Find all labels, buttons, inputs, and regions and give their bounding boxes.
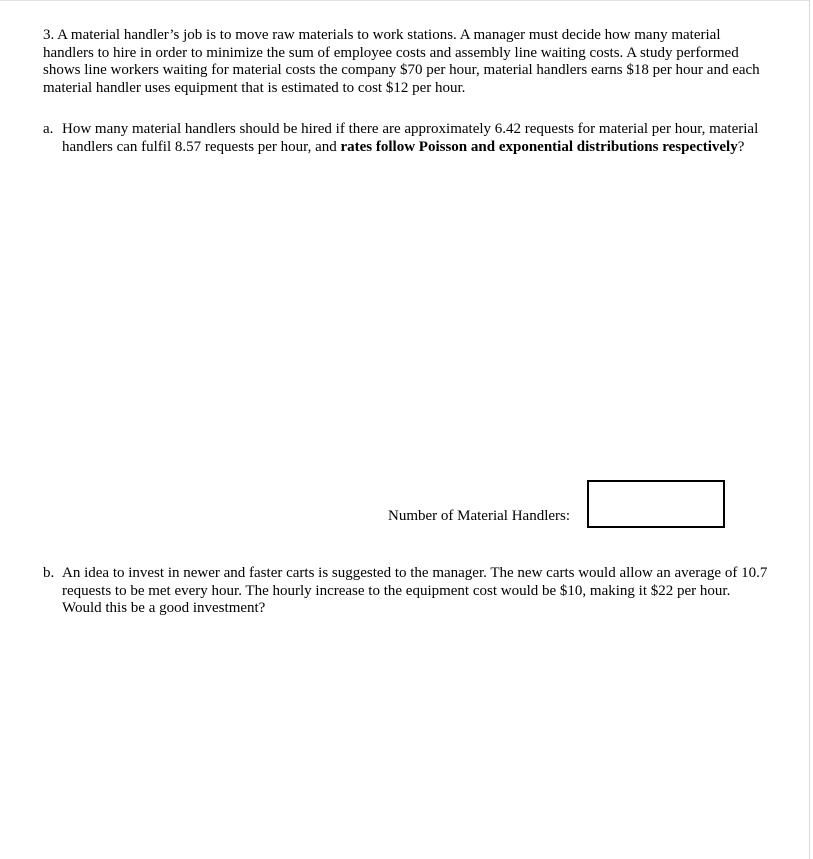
answer-label: Number of Material Handlers: [388, 508, 571, 524]
answer-row [388, 481, 725, 527]
part-a-question [43, 121, 773, 156]
part-b-marker: b. [43, 565, 55, 581]
part-b-question [43, 565, 773, 618]
part-a-text [62, 121, 773, 156]
answer-input-box[interactable] [587, 480, 725, 528]
part-a-text-end: ? [737, 138, 745, 155]
part-a-text-plain: How many material handlers should be hired if there are approximately 6.42 requests for material per hour, material handlers can fulfil 8.57 requests per hour, and [62, 121, 759, 155]
part-b-text: An idea to invest in newer and faster carts is suggested to the manager. The new carts would allow an average of 10.7 requests to be met every hour. The hourly increase to the equipment cost would be $10, making it $22 per hour. Would this be a good investment? [62, 565, 768, 616]
part-a-text-bold: rates follow Poisson and exponential distributions respectively [340, 138, 738, 155]
part-a-marker: a. [43, 121, 54, 137]
problem-statement: 3. A material handler’s job is to move raw materials to work stations. A manager must decide how many material handlers to hire in order to minimize the sum of employee costs and assembly line waiting costs. A study performed shows line workers waiting for material costs the company $70 per hour, material handlers earns $18 per hour and each material handler uses equipment that is estimated to cost $12 per hour. [43, 27, 760, 96]
